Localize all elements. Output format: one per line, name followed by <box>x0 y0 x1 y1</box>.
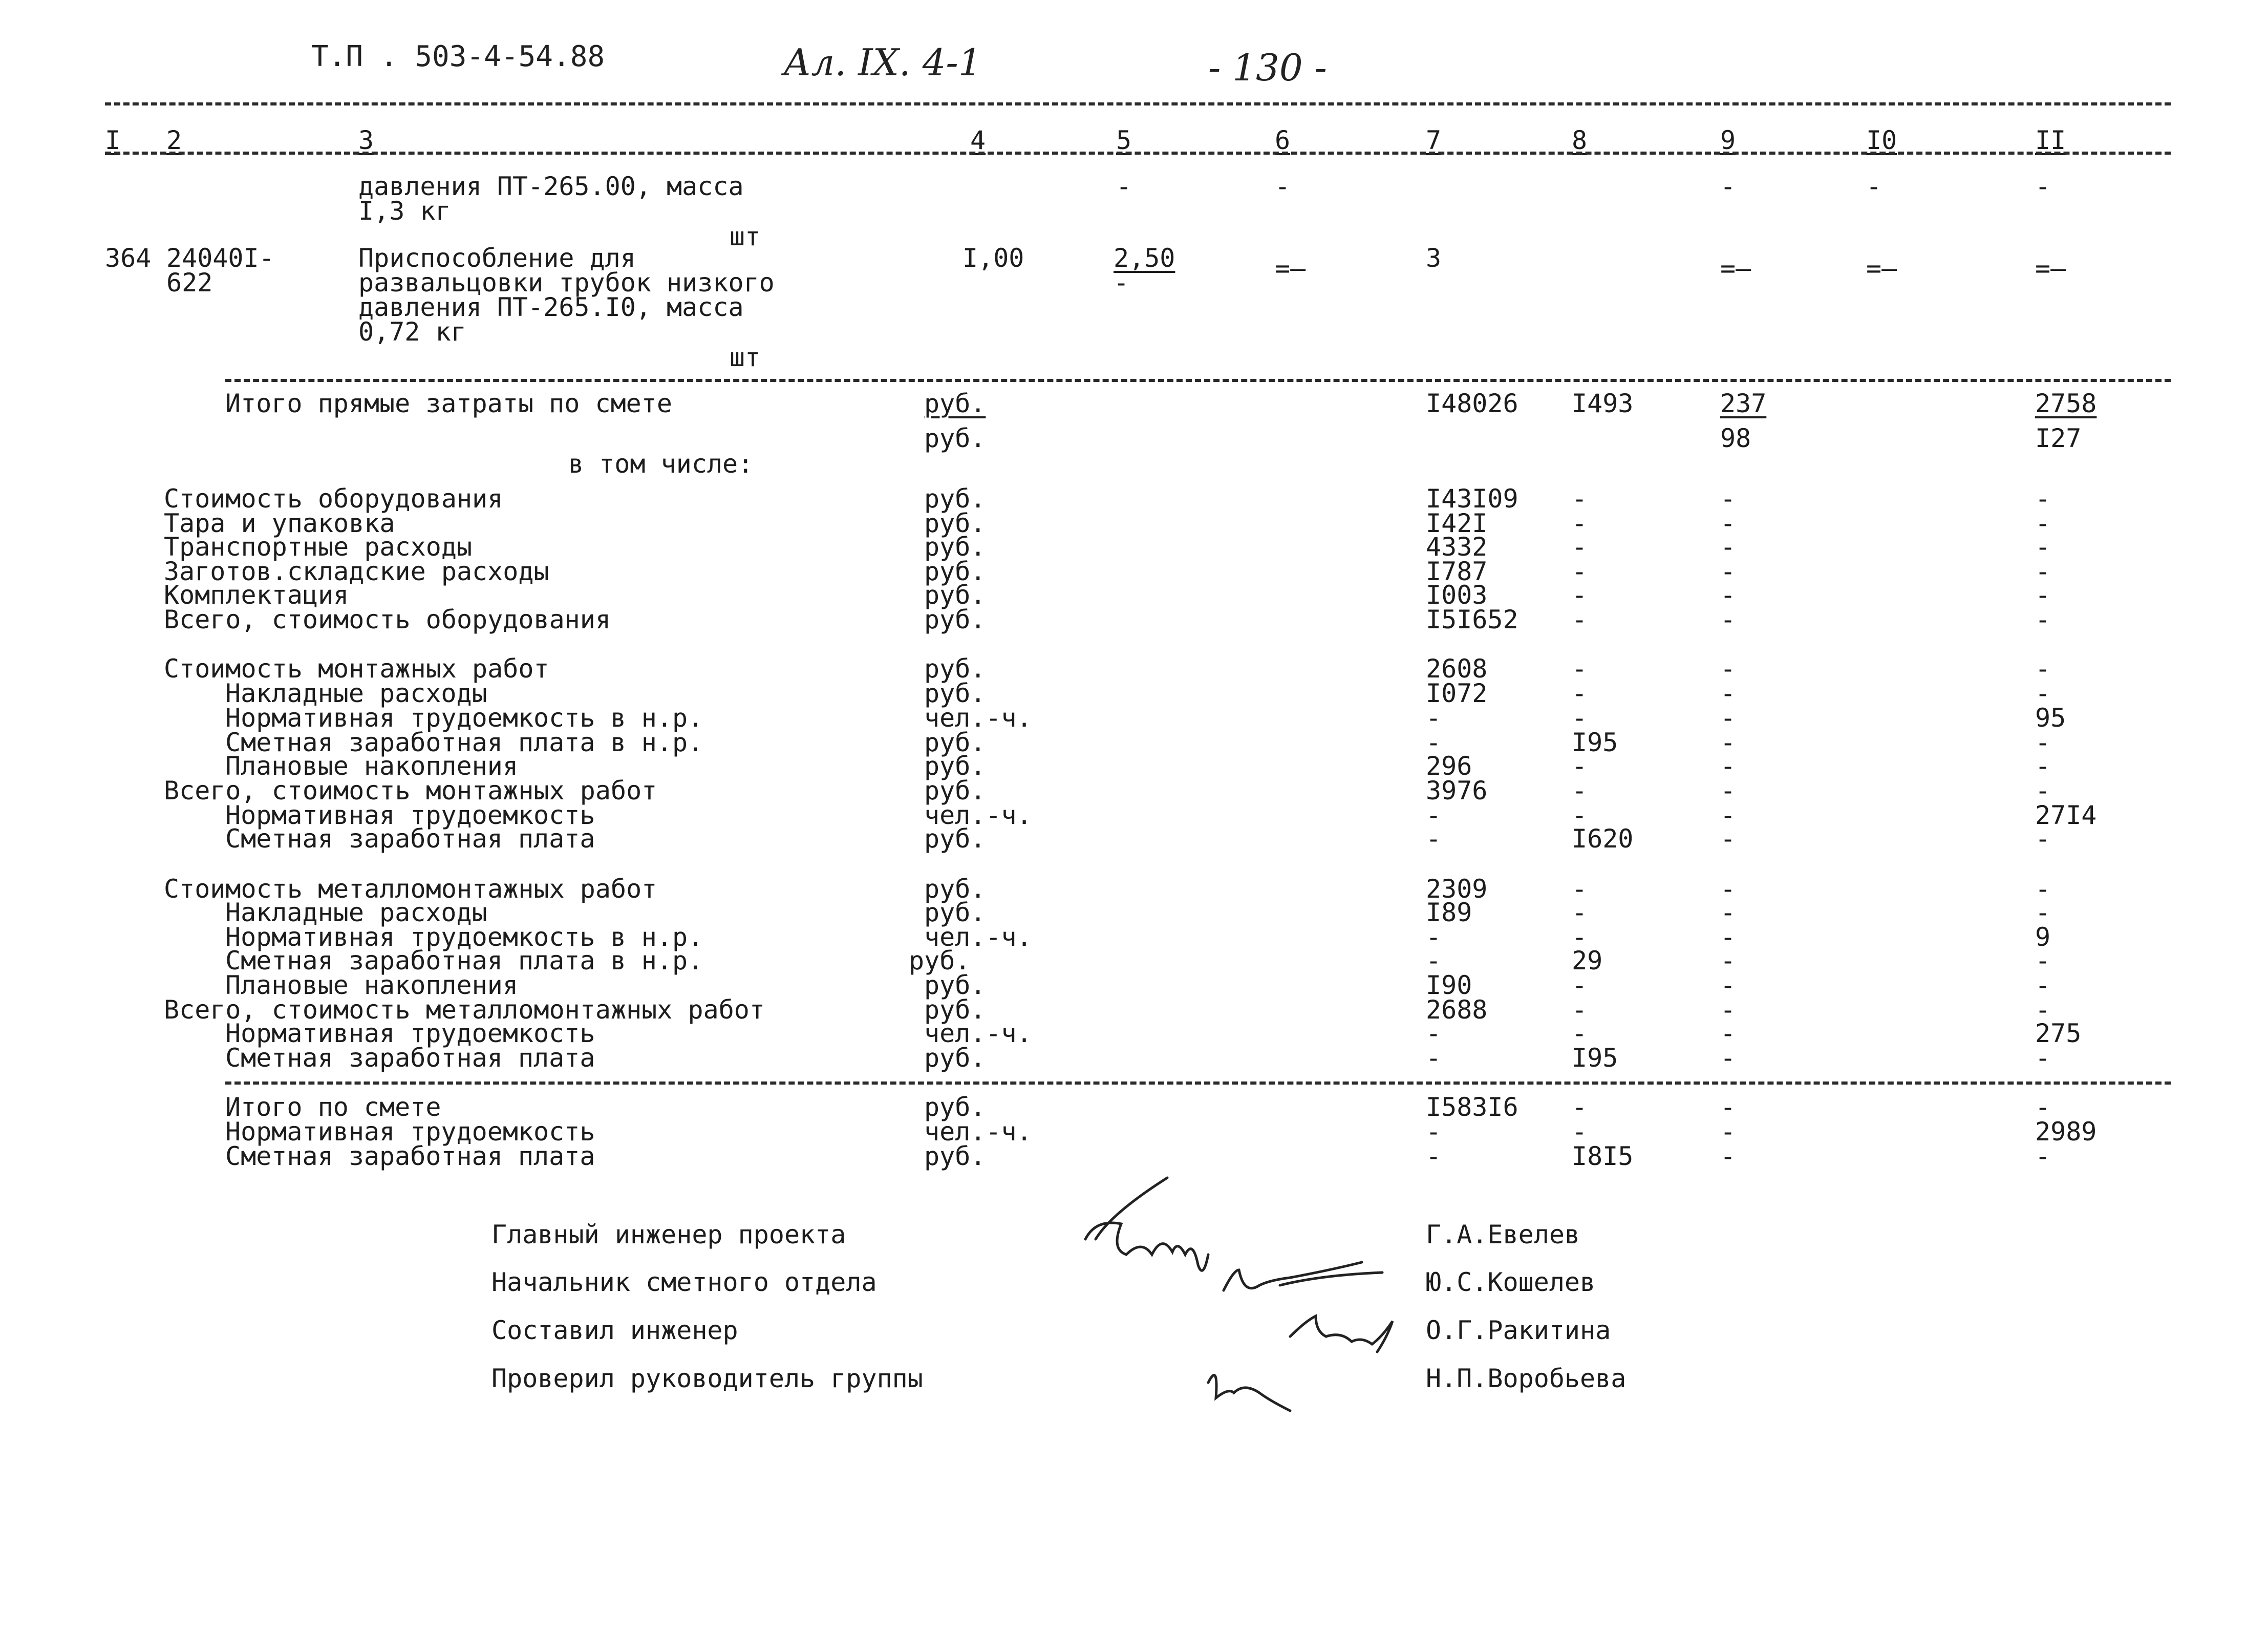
signature-role-3: Проверил руководитель группы <box>491 1364 923 1393</box>
row-12-c8: - <box>1572 800 1588 830</box>
col-header-5: 5 <box>1116 125 1132 155</box>
row-13-unit: руб. <box>924 824 986 854</box>
row-1-label: Тара и упаковка <box>164 508 395 538</box>
row-17-c8: 29 <box>1572 946 1603 975</box>
row-11-c7: 3976 <box>1426 776 1488 805</box>
row-19-unit: руб. <box>924 995 986 1025</box>
cont-mark-9: - <box>1720 172 1736 201</box>
row-3-c11: - <box>2035 557 2051 586</box>
item-price: 2,50 <box>1114 243 1175 273</box>
direct-costs-unit-1: руб. <box>924 389 986 418</box>
page-number: - 130 - <box>1208 46 1327 89</box>
row-23-label: Нормативная трудоемкость <box>225 1117 595 1147</box>
col-header-1: I <box>105 125 121 155</box>
row-10-c9: - <box>1720 751 1736 781</box>
project-code: Т.П . 503-4-54.88 <box>311 40 605 73</box>
row-9-c9: - <box>1720 728 1736 757</box>
row-24-label: Сметная заработная плата <box>225 1141 595 1171</box>
signature-name-3: Н.П.Воробьева <box>1426 1364 1627 1393</box>
row-10-unit: руб. <box>924 751 986 781</box>
cont-item-line-1: давления ПТ-265.00, масса <box>358 172 744 201</box>
row-2-c7: 4332 <box>1426 532 1488 562</box>
handwritten-signatures <box>1075 1168 1413 1424</box>
direct-costs-label: Итого прямые затраты по смете <box>225 389 672 418</box>
row-15-label: Накладные расходы <box>225 898 487 927</box>
row-18-label: Плановые накопления <box>225 970 518 1000</box>
row-13-label: Сметная заработная плата <box>225 824 595 854</box>
item-qty: I,00 <box>962 243 1024 273</box>
row-21-label: Сметная заработная плата <box>225 1043 595 1073</box>
row-7-c7: I072 <box>1426 678 1488 708</box>
row-16-c8: - <box>1572 922 1588 952</box>
row-0-unit: руб. <box>924 484 986 514</box>
row-12-c9: - <box>1720 800 1736 830</box>
row-17-label: Сметная заработная плата в н.р. <box>225 946 703 975</box>
direct-costs-unit-2: руб. <box>924 423 986 453</box>
item-unit: шт <box>730 343 761 372</box>
row-20-label: Нормативная трудоемкость <box>225 1019 595 1048</box>
row-23-c8: - <box>1572 1117 1588 1147</box>
col-header-6: 6 <box>1275 125 1291 155</box>
col-header-7: 7 <box>1426 125 1442 155</box>
row-21-c11: - <box>2035 1043 2051 1073</box>
direct-costs-col11-den: I27 <box>2035 423 2082 453</box>
item-desc-3: давления ПТ-265.I0, масса <box>358 292 744 322</box>
signature-name-1: Ю.С.Кошелев <box>1426 1267 1596 1297</box>
row-20-c9: - <box>1720 1019 1736 1048</box>
signature-role-2: Составил инженер <box>491 1316 738 1345</box>
row-24-unit: руб. <box>924 1141 986 1171</box>
row-4-c9: - <box>1720 580 1736 610</box>
row-13-c7: - <box>1426 824 1442 854</box>
row-4-c8: - <box>1572 580 1588 610</box>
item-code-2: 622 <box>166 268 213 298</box>
col-header-2: 2 <box>166 125 182 155</box>
row-5-unit: руб. <box>924 605 986 634</box>
row-8-c9: - <box>1720 703 1736 733</box>
row-24-c11: - <box>2035 1141 2051 1171</box>
row-15-c9: - <box>1720 898 1736 927</box>
row-6-c8: - <box>1572 654 1588 684</box>
row-19-c11: - <box>2035 995 2051 1025</box>
row-24-c8: I8I5 <box>1572 1141 1634 1171</box>
row-4-c7: I003 <box>1426 580 1488 610</box>
row-6-c11: - <box>2035 654 2051 684</box>
row-5-c9: - <box>1720 605 1736 634</box>
direct-costs-col7: I48026 <box>1426 389 1518 418</box>
col-header-9: 9 <box>1720 125 1736 155</box>
row-15-c7: I89 <box>1426 898 1472 927</box>
col-header-4: 4 <box>970 125 986 155</box>
row-10-label: Плановые накопления <box>225 751 518 781</box>
row-19-c8: - <box>1572 995 1588 1025</box>
cont-item-unit: шт <box>730 222 761 251</box>
row-19-c7: 2688 <box>1426 995 1488 1025</box>
row-18-c9: - <box>1720 970 1736 1000</box>
row-5-label: Всего, стоимость оборудования <box>164 605 611 634</box>
row-20-c8: - <box>1572 1019 1588 1048</box>
row-0-c9: - <box>1720 484 1736 514</box>
row-15-unit: руб. <box>924 898 986 927</box>
cont-mark-11: - <box>2035 172 2051 201</box>
row-17-c9: - <box>1720 946 1736 975</box>
header-rule <box>105 152 2171 155</box>
row-1-c11: - <box>2035 508 2051 538</box>
row-11-c9: - <box>1720 776 1736 805</box>
row-7-unit: руб. <box>924 678 986 708</box>
row-12-unit: чел.-ч. <box>924 800 1032 830</box>
row-5-c11: - <box>2035 605 2051 634</box>
row-23-c7: - <box>1426 1117 1442 1147</box>
row-23-c9: - <box>1720 1117 1736 1147</box>
row-14-unit: руб. <box>924 874 986 904</box>
row-16-c11: 9 <box>2035 922 2051 952</box>
col-header-11: II <box>2035 125 2066 155</box>
row-3-c9: - <box>1720 557 1736 586</box>
items-end-rule <box>225 379 2171 382</box>
grand-total-rule <box>225 1081 2171 1085</box>
row-1-c9: - <box>1720 508 1736 538</box>
row-18-c11: - <box>2035 970 2051 1000</box>
row-22-label: Итого по смете <box>225 1092 441 1122</box>
row-13-c11: - <box>2035 824 2051 854</box>
item-col7: 3 <box>1426 243 1442 273</box>
item-code-1: 24040I- <box>166 243 274 273</box>
album-number: Ал. IX. 4-1 <box>783 41 982 84</box>
row-3-c8: - <box>1572 557 1588 586</box>
direct-costs-col11-num: 2758 <box>2035 389 2097 418</box>
cont-mark-6: - <box>1275 172 1291 201</box>
item-desc-4: 0,72 кг <box>358 317 466 347</box>
row-13-c9: - <box>1720 824 1736 854</box>
item-col11-mark: =— <box>2035 253 2066 283</box>
row-3-unit: руб. <box>924 557 986 586</box>
row-24-c9: - <box>1720 1141 1736 1171</box>
row-5-c7: I5I652 <box>1426 605 1518 634</box>
row-8-c7: - <box>1426 703 1442 733</box>
col-header-10: I0 <box>1866 125 1897 155</box>
row-6-label: Стоимость монтажных работ <box>164 654 549 684</box>
row-4-unit: руб. <box>924 580 986 610</box>
row-1-c7: I42I <box>1426 508 1488 538</box>
row-11-c8: - <box>1572 776 1588 805</box>
row-9-c8: I95 <box>1572 728 1618 757</box>
col-header-8: 8 <box>1572 125 1588 155</box>
row-17-unit: руб. <box>909 946 971 975</box>
row-17-c11: - <box>2035 946 2051 975</box>
direct-costs-col9-den: 98 <box>1720 423 1751 453</box>
row-1-unit: руб. <box>924 508 986 538</box>
row-3-label: Заготов.складские расходы <box>164 557 549 586</box>
row-4-label: Комплектация <box>164 580 349 610</box>
row-10-c8: - <box>1572 751 1588 781</box>
signature-role-1: Начальник сметного отдела <box>491 1267 877 1297</box>
row-6-unit: руб. <box>924 654 986 684</box>
row-17-c7: - <box>1426 946 1442 975</box>
row-20-unit: чел.-ч. <box>924 1019 1032 1048</box>
signature-name-2: О.Г.Ракитина <box>1426 1316 1611 1345</box>
row-24-c7: - <box>1426 1141 1442 1171</box>
direct-costs-col8: I493 <box>1572 389 1634 418</box>
row-0-c7: I43I09 <box>1426 484 1518 514</box>
row-7-label: Накладные расходы <box>225 678 487 708</box>
row-11-c11: - <box>2035 776 2051 805</box>
signature-role-0: Главный инженер проекта <box>491 1220 846 1249</box>
row-16-c7: - <box>1426 922 1442 952</box>
row-0-c8: - <box>1572 484 1588 514</box>
cont-mark-10: - <box>1866 172 1882 201</box>
row-2-label: Транспортные расходы <box>164 532 473 562</box>
row-3-c7: I787 <box>1426 557 1488 586</box>
row-6-c7: 2608 <box>1426 654 1488 684</box>
col-header-3: 3 <box>358 125 374 155</box>
row-20-c11: 275 <box>2035 1019 2082 1048</box>
row-22-unit: руб. <box>924 1092 986 1122</box>
row-11-label: Всего, стоимость монтажных работ <box>164 776 657 805</box>
row-2-c9: - <box>1720 532 1736 562</box>
row-21-unit: руб. <box>924 1043 986 1073</box>
row-0-c11: - <box>2035 484 2051 514</box>
item-price-dash: - <box>1114 268 1129 298</box>
item-desc-2: развальцовки трубок низкого <box>358 268 775 298</box>
row-1-c8: - <box>1572 508 1588 538</box>
row-7-c8: - <box>1572 678 1588 708</box>
row-7-c11: - <box>2035 678 2051 708</box>
row-9-c7: - <box>1426 728 1442 757</box>
row-2-c8: - <box>1572 532 1588 562</box>
row-14-c9: - <box>1720 874 1736 904</box>
row-12-label: Нормативная трудоемкость <box>225 800 595 830</box>
row-22-c11: - <box>2035 1092 2051 1122</box>
row-9-label: Сметная заработная плата в н.р. <box>225 728 703 757</box>
row-16-unit: чел.-ч. <box>924 922 1032 952</box>
row-7-c9: - <box>1720 678 1736 708</box>
row-19-c9: - <box>1720 995 1736 1025</box>
row-18-c7: I90 <box>1426 970 1472 1000</box>
cont-item-line-2: I,3 кг <box>358 196 451 226</box>
row-23-c11: 2989 <box>2035 1117 2097 1147</box>
row-19-label: Всего, стоимость металломонтажных работ <box>164 995 765 1025</box>
row-14-c11: - <box>2035 874 2051 904</box>
row-22-c9: - <box>1720 1092 1736 1122</box>
item-number: 364 <box>105 243 152 273</box>
row-14-c7: 2309 <box>1426 874 1488 904</box>
row-14-c8: - <box>1572 874 1588 904</box>
row-5-c8: - <box>1572 605 1588 634</box>
row-10-c11: - <box>2035 751 2051 781</box>
row-22-c7: I583I6 <box>1426 1092 1518 1122</box>
item-desc-1: Приспособление для <box>358 243 636 273</box>
direct-costs-col9-num: 237 <box>1720 389 1767 418</box>
row-22-c8: - <box>1572 1092 1588 1122</box>
row-13-c8: I620 <box>1572 824 1634 854</box>
row-16-label: Нормативная трудоемкость в н.р. <box>225 922 703 952</box>
row-14-label: Стоимость металломонтажных работ <box>164 874 657 904</box>
top-rule <box>105 102 2171 105</box>
row-20-c7: - <box>1426 1019 1442 1048</box>
row-11-unit: руб. <box>924 776 986 805</box>
row-0-label: Стоимость оборудования <box>164 484 503 514</box>
row-8-c11: 95 <box>2035 703 2066 733</box>
item-col10-mark: =— <box>1866 253 1897 283</box>
row-15-c11: - <box>2035 898 2051 927</box>
row-2-c11: - <box>2035 532 2051 562</box>
row-9-c11: - <box>2035 728 2051 757</box>
row-16-c9: - <box>1720 922 1736 952</box>
row-21-c9: - <box>1720 1043 1736 1073</box>
row-8-unit: чел.-ч. <box>924 703 1032 733</box>
item-col6-mark: =— <box>1275 253 1306 283</box>
row-23-unit: чел.-ч. <box>924 1117 1032 1147</box>
signature-name-0: Г.А.Евелев <box>1426 1220 1580 1249</box>
row-21-c8: I95 <box>1572 1043 1618 1073</box>
including-label: в том числе: <box>568 449 754 479</box>
row-6-c9: - <box>1720 654 1736 684</box>
row-10-c7: 296 <box>1426 751 1472 781</box>
row-9-unit: руб. <box>924 728 986 757</box>
row-12-c7: - <box>1426 800 1442 830</box>
row-8-c8: - <box>1572 703 1588 733</box>
row-15-c8: - <box>1572 898 1588 927</box>
row-21-c7: - <box>1426 1043 1442 1073</box>
row-8-label: Нормативная трудоемкость в н.р. <box>225 703 703 733</box>
cont-mark-5: - <box>1116 172 1132 201</box>
row-12-c11: 27I4 <box>2035 800 2097 830</box>
item-col9-mark: =— <box>1720 253 1751 283</box>
row-4-c11: - <box>2035 580 2051 610</box>
row-18-c8: - <box>1572 970 1588 1000</box>
row-18-unit: руб. <box>924 970 986 1000</box>
row-2-unit: руб. <box>924 532 986 562</box>
